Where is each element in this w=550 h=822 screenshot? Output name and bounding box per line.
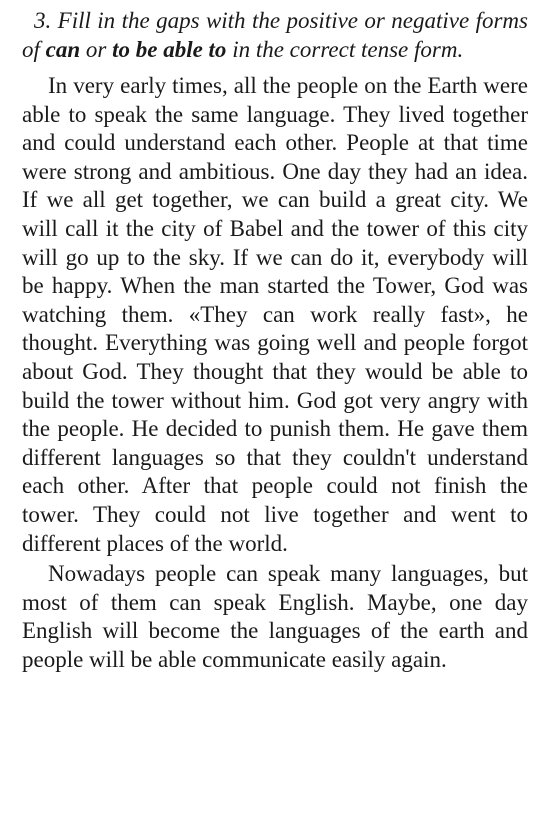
task-text-start: Fill in the gaps with the positive or negative forms of: [22, 8, 528, 62]
story-paragraph-1: In very early times, all the people on the Earth were able to speak the same language. They lived together and could understand each other. People at that time were strong and ambitious. One day they had an idea. If we all get together, we can build a great city. We will call it the city of Babel and the tower of this city will go up to the sky. If we can do it, everybody will be happy. When the man started the Tower, God was watching them. «They can work really fast», he thought. Everything was going well and people forgot about God. They thought that they would be able to build the tower without him. God got very angry with the people. He decided to punish them. He gave them different languages so that they couldn't understand each other. After that people could not finish the tower. They could not live together and went to different places of the world.: [22, 73, 528, 556]
task-text-end: in the correct tense form.: [232, 37, 464, 62]
task-text-or: or: [85, 37, 107, 62]
exercise-page: [22, 6, 528, 674]
task-instruction: [22, 6, 528, 64]
story-paragraph-2: Nowadays people can speak many languages, but most of them can speak English. Maybe, one day English will become the languages of the earth and people will be able communicate easily again.: [22, 561, 528, 672]
keyword-to-be-able-to: to be able to: [112, 37, 227, 62]
keyword-can: can: [45, 37, 81, 62]
task-number: 3.: [34, 8, 52, 33]
